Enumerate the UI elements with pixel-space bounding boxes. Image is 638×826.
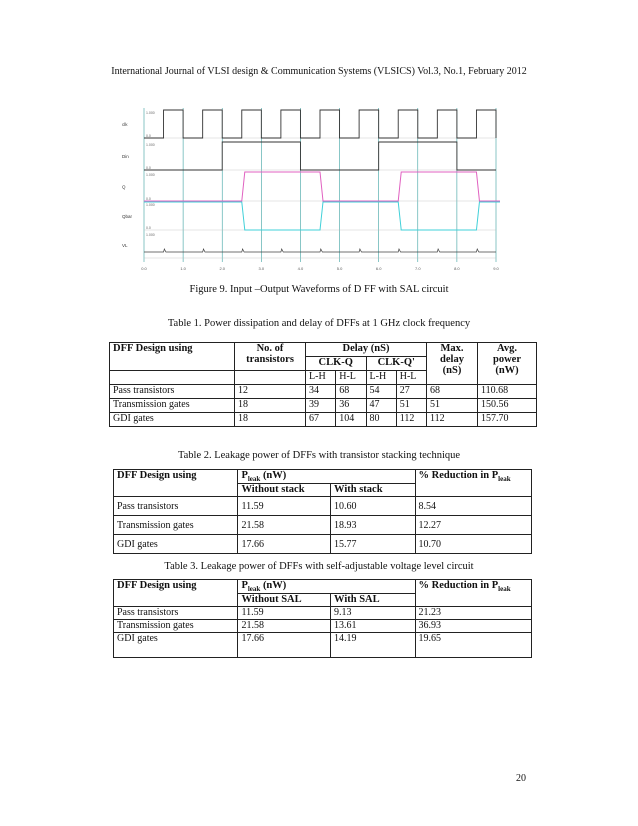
table-row — [114, 607, 532, 620]
t3-cell: 21.23 — [415, 607, 531, 620]
t1-cell: 18 — [235, 413, 306, 427]
t1-h-design: DFF Design using — [110, 343, 235, 371]
t1-h-lh2: L-H — [366, 371, 396, 385]
t3-cell: 11.59 — [238, 607, 331, 620]
t3-cell: GDI gates — [114, 633, 238, 658]
t2-cell: Pass transistors — [114, 497, 238, 516]
t3-cell: 19.65 — [415, 633, 531, 658]
t1-h-clkqbar: CLK-Q' — [366, 357, 427, 371]
t1-cell: 36 — [336, 399, 366, 413]
level-label: 0.0 — [146, 197, 151, 201]
table-row — [114, 633, 532, 658]
table2 — [113, 469, 532, 554]
x-tick-label: 6.0 — [375, 266, 382, 271]
x-tick-label: 2.0 — [219, 266, 226, 271]
signal-label: Din — [122, 154, 129, 159]
table-row — [114, 516, 532, 535]
level-label: 1.000 — [146, 233, 155, 237]
t1-cell: 68 — [427, 385, 478, 399]
level-label: 1.000 — [146, 111, 155, 115]
signal-label: Q — [122, 184, 126, 190]
t3-cell: 17.66 — [238, 633, 331, 658]
table-row — [114, 535, 532, 554]
t1-cell: GDI gates — [110, 413, 235, 427]
t2-cell: 21.58 — [238, 516, 331, 535]
t2-cell: 10.60 — [331, 497, 416, 516]
t1-cell: 27 — [396, 385, 426, 399]
t1-cell: 54 — [366, 385, 396, 399]
t3-cell: 36.93 — [415, 620, 531, 633]
t1-cell: 51 — [396, 399, 426, 413]
t2-h-pleak: $P_{leak}$ (nW) — [238, 470, 415, 484]
table-row — [114, 497, 532, 516]
level-label: 0.0 — [146, 166, 151, 170]
t1-cell: 18 — [235, 399, 306, 413]
t3-cell: 14.19 — [331, 633, 416, 658]
t2-cell: GDI gates — [114, 535, 238, 554]
t1-h-transistors: No. of transistors — [235, 343, 306, 371]
t1-cell: 67 — [306, 413, 336, 427]
t1-h-hl2: H-L — [396, 371, 426, 385]
t3-cell: 21.58 — [238, 620, 331, 633]
t2-cell: 15.77 — [331, 535, 416, 554]
t2-cell: 10.70 — [415, 535, 531, 554]
signal-label: Qbar — [122, 214, 133, 219]
x-tick-label: 8.0 — [454, 266, 460, 271]
t3-h-without: Without SAL — [238, 594, 331, 607]
table-row — [114, 620, 532, 633]
t2-cell: 11.59 — [238, 497, 331, 516]
t3-h-reduction: % Reduction in $P_{leak}$ — [415, 580, 531, 607]
table-row — [110, 399, 537, 413]
figure-caption: Figure 9. Input –Output Waveforms of D FF with SAL circuit — [189, 284, 449, 295]
x-tick-label: 4.0 — [297, 266, 304, 271]
t1-cell: 47 — [366, 399, 396, 413]
t1-cell: 112 — [427, 413, 478, 427]
t1-cell: 80 — [366, 413, 396, 427]
page-number: 20 — [516, 773, 526, 784]
table2-caption: Table 2. Leakage power of DFFs with transistor stacking technique — [177, 450, 461, 461]
t1-cell: Pass transistors — [110, 385, 235, 399]
x-tick-label: 5.0 — [336, 266, 343, 271]
journal-header: International Journal of VLSI design & Communication Systems (VLSICS) Vol.3, No.1, February 2012 — [111, 66, 527, 77]
t2-cell: 8.54 — [415, 497, 531, 516]
t2-h-without: Without stack — [238, 484, 331, 497]
level-label: 1.000 — [146, 203, 155, 207]
level-label: 1.000 — [146, 143, 155, 147]
t3-cell: 13.61 — [331, 620, 416, 633]
t2-cell: 17.66 — [238, 535, 331, 554]
t1-h-blank2 — [235, 371, 306, 385]
t1-h-delay: Delay (nS) — [306, 343, 427, 357]
t1-h-blank1 — [110, 371, 235, 385]
t1-cell: 110.68 — [478, 385, 537, 399]
t3-h-with: With SAL — [331, 594, 416, 607]
t1-cell: 68 — [336, 385, 366, 399]
signal-label: clk — [122, 122, 128, 127]
t3-cell: Transmission gates — [114, 620, 238, 633]
t2-h-design: DFF Design using — [114, 470, 238, 497]
t2-cell: 12.27 — [415, 516, 531, 535]
t1-h-avg-power: Avg. power (nW) — [478, 343, 537, 385]
t1-cell: 157.70 — [478, 413, 537, 427]
table-row — [110, 385, 537, 399]
t3-h-design: DFF Design using — [114, 580, 238, 607]
t1-cell: Transmission gates — [110, 399, 235, 413]
signal-label: VL — [122, 243, 128, 248]
x-tick-label: 3.0 — [258, 266, 265, 271]
t2-cell: 18.93 — [331, 516, 416, 535]
x-tick-label: 1.0 — [180, 266, 186, 271]
x-tick-label: 0.0 — [141, 266, 147, 271]
t1-cell: 104 — [336, 413, 366, 427]
x-tick-label: 7.0 — [414, 266, 421, 271]
table3-caption: Table 3. Leakage power of DFFs with self-adjustable voltage level circuit — [164, 561, 474, 572]
t1-cell: 12 — [235, 385, 306, 399]
t2-h-reduction: % Reduction in $P_{leak}$ — [415, 470, 531, 497]
level-label: 0.0 — [146, 134, 151, 138]
t1-cell: 51 — [427, 399, 478, 413]
table-row — [110, 413, 537, 427]
x-tick-label: 9.0 — [493, 266, 499, 271]
table1 — [109, 342, 537, 427]
table1-caption: Table 1. Power dissipation and delay of DFFs at 1 GHz clock frequency — [167, 318, 471, 329]
t3-h-pleak: $P_{leak}$ (nW) — [238, 580, 415, 594]
t1-h-lh1: L-H — [306, 371, 336, 385]
t1-h-max-delay: Max. delay (nS) — [427, 343, 478, 385]
t2-cell: Transmission gates — [114, 516, 238, 535]
t1-cell: 34 — [306, 385, 336, 399]
t1-h-clkq: CLK-Q — [306, 357, 367, 371]
figure-background — [118, 104, 500, 276]
t1-cell: 39 — [306, 399, 336, 413]
t3-cell: Pass transistors — [114, 607, 238, 620]
t3-cell: 9.13 — [331, 607, 416, 620]
t2-h-with: With stack — [331, 484, 416, 497]
t1-h-hl1: H-L — [336, 371, 366, 385]
level-label: 0.0 — [146, 226, 151, 230]
waveform-figure — [118, 104, 500, 276]
table3 — [113, 579, 532, 658]
t1-cell: 150.56 — [478, 399, 537, 413]
t1-cell: 112 — [396, 413, 426, 427]
level-label: 1.000 — [146, 173, 155, 177]
